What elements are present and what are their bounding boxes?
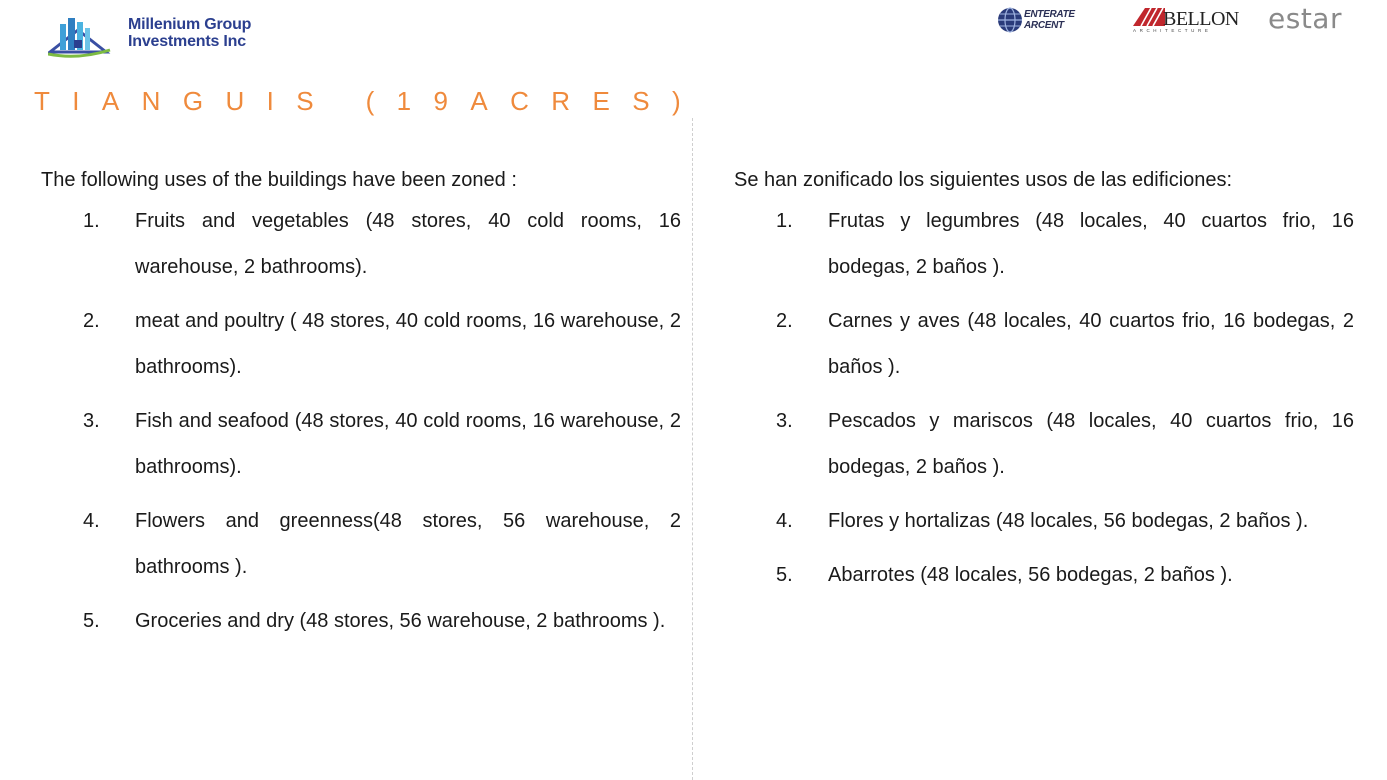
list-item [41,298,681,390]
column-divider [692,118,693,780]
brand-line-2: Investments Inc [128,33,246,50]
item-number: 1. [776,210,793,232]
list-item [734,398,1354,490]
list-item [41,598,681,644]
arcent-text: ARCENT [1024,20,1064,31]
list-item [734,298,1354,390]
brand-line-1: Millenium Group [128,16,252,33]
list-item [41,198,681,290]
item-text: Flores y hortalizas (48 locales, 56 bodegas, 2 baños ). [828,510,1309,532]
spanish-list [734,198,1354,598]
bellon-text: BELLON [1163,8,1239,30]
triangle-stripes-icon [1133,8,1165,26]
item-number: 5. [776,564,793,586]
spanish-column [734,166,1354,606]
item-number: 3. [776,410,793,432]
bellon-logo [1133,8,1245,36]
list-item [41,498,681,590]
item-text: Carnes y aves (48 locales, 40 cuartos frio, 16 bodegas, 2 baños ). [828,310,1354,378]
bellon-subtitle: ARCHITECTURE [1133,28,1212,33]
item-text: meat and poultry ( 48 stores, 40 cold rooms, 16 warehouse, 2 bathrooms). [135,310,681,378]
item-number: 4. [83,510,100,532]
building-house-icon [48,10,128,58]
item-number: 2. [776,310,793,332]
item-text: Flowers and greenness(48 stores, 56 warehouse, 2 bathrooms ). [135,510,681,578]
list-item [734,552,1354,598]
item-text: Groceries and dry (48 stores, 56 warehouse, 2 bathrooms ). [135,610,666,632]
estar-logo: estar [1268,2,1342,35]
millenium-group-logo [48,10,268,58]
item-number: 2. [83,310,100,332]
item-number: 1. [83,210,100,232]
enterate-arcent-logo [996,6,1108,36]
english-column [41,166,681,652]
item-text: Pescados y mariscos (48 locales, 40 cuartos frio, 16 bodegas, 2 baños ). [828,410,1354,478]
globe-icon [996,6,1024,34]
list-item [734,198,1354,290]
list-item [734,498,1354,544]
item-number: 4. [776,510,793,532]
english-intro: The following uses of the buildings have been zoned : [41,169,517,191]
item-text: Fruits and vegetables (48 stores, 40 cold rooms, 16 warehouse, 2 bathrooms). [135,210,681,278]
spanish-intro: Se han zonificado los siguientes usos de las edificiones: [734,169,1233,191]
item-text: Abarrotes (48 locales, 56 bodegas, 2 baños ). [828,564,1233,586]
item-number: 5. [83,610,100,632]
item-text: Fish and seafood (48 stores, 40 cold rooms, 16 warehouse, 2 bathrooms). [135,410,681,478]
english-list [41,198,681,644]
item-number: 3. [83,410,100,432]
enterate-text: ENTERATE [1024,9,1075,20]
item-text: Frutas y legumbres (48 locales, 40 cuartos frio, 16 bodegas, 2 baños ). [828,210,1354,278]
list-item [41,398,681,490]
page-title: TIANGUIS (19ACRES) [34,86,704,116]
